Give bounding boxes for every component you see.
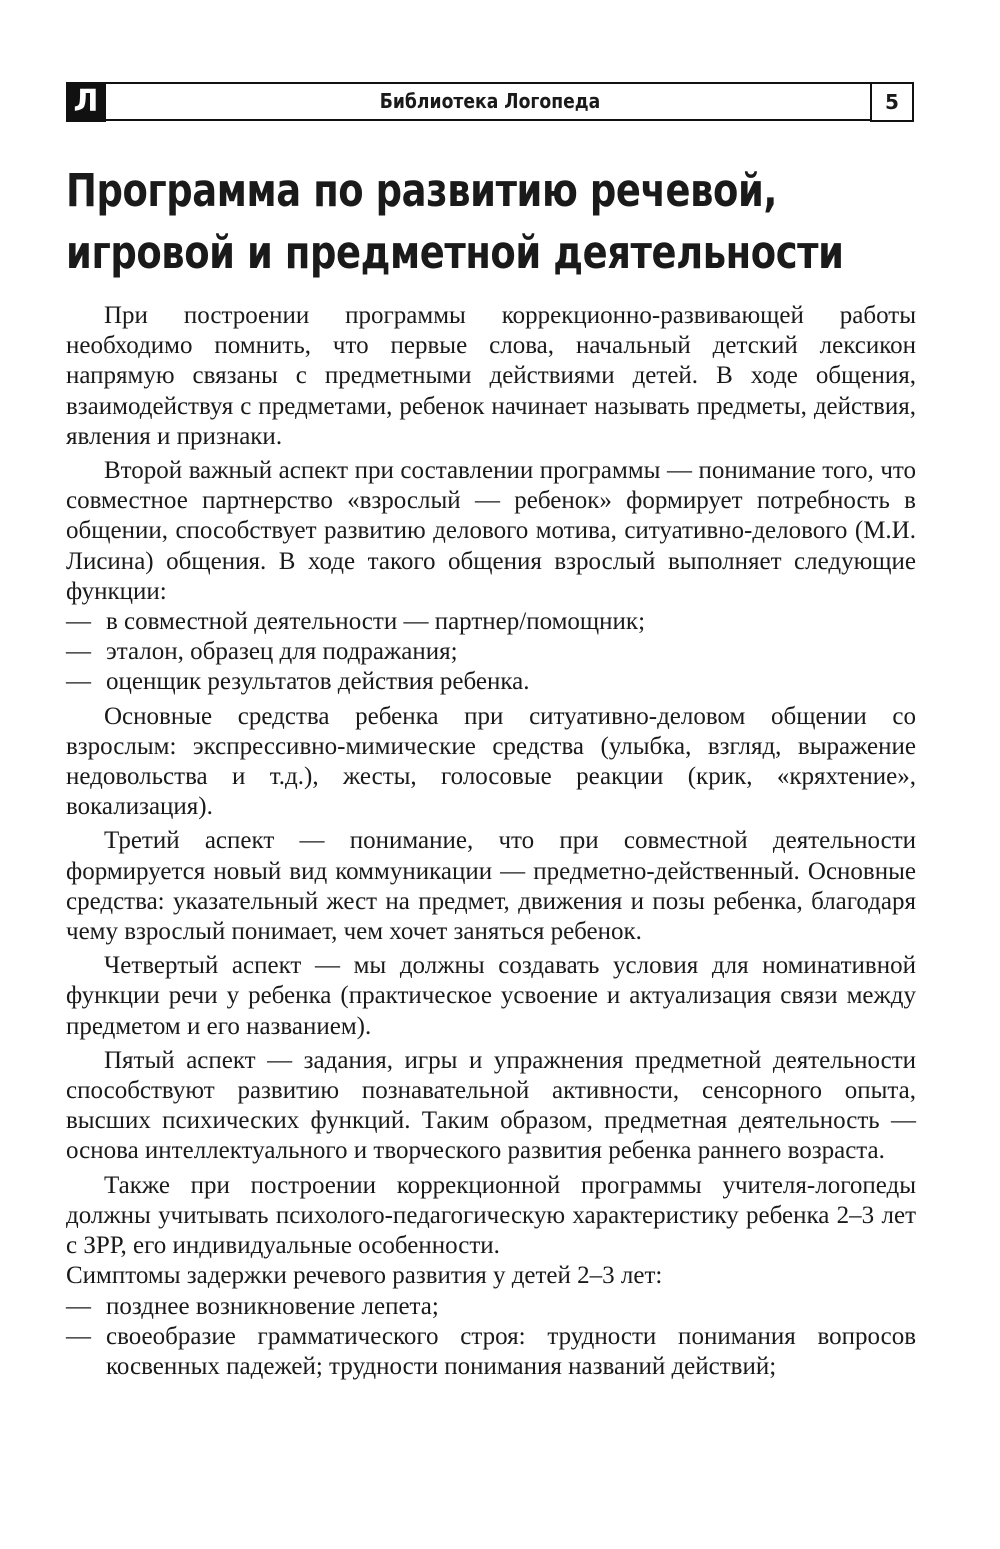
- list-item: [66, 1292, 916, 1322]
- list-item: [66, 667, 916, 697]
- list-item: [66, 637, 916, 667]
- body-text: [66, 301, 916, 1382]
- paragraph-4: Третий аспект — понимание, что при совместной деятельности формируется новый вид коммуникации — предметно-действенный. Основные средства: указательный жест на предмет, движения и позы ребенка, благодаря чему взрослый понимает, чем хочет заняться ребенок.: [66, 827, 916, 946]
- series-logo: Л: [66, 82, 106, 122]
- paragraph-7: Также при построении коррекционной программы учителя-логопеды должны учитывать психолого-педагогическую характеристику ребенка 2–3 лет с ЗРР, его индивидуальные особенности.: [66, 1171, 916, 1260]
- symptoms-list: [66, 1292, 916, 1383]
- series-title: Библиотека Логопеда: [379, 89, 601, 113]
- list-item: [66, 1322, 916, 1382]
- list-item-text: эталон, образец для подражания;: [106, 638, 458, 666]
- header-rule-top: [106, 82, 874, 84]
- functions-list: [66, 607, 916, 698]
- list-dash: —: [66, 1322, 91, 1350]
- chapter-heading: [66, 160, 853, 284]
- paragraph-2: Второй важный аспект при составлении программы — понимание того, что совместное партнерство «взрослый — ребенок» формирует потребность в общении, способствует развитию делового мотива, ситуативно-делового (М.И. Лисина) общения. В ходе такого общения взрослый выполняет следующие функции:: [66, 457, 916, 605]
- list-item-text: позднее возникновение лепета;: [106, 1292, 439, 1320]
- header-rule-bottom: [106, 119, 874, 121]
- heading-line-2: игровой и предметной деятельности: [66, 226, 844, 279]
- list-item: [66, 607, 916, 637]
- list-dash: —: [66, 608, 91, 636]
- page-number: 5: [870, 82, 914, 122]
- list-dash: —: [66, 1292, 91, 1320]
- list-item-text: оценщик результатов действия ребенка.: [106, 668, 530, 696]
- paragraph-5: Четвертый аспект — мы должны создавать условия для номинативной функции речи у ребенка (практическое усвоение и актуализация связи между предметом и его названием).: [66, 952, 916, 1040]
- running-header: [66, 78, 914, 124]
- paragraph-8: Симптомы задержки речевого развития у детей 2–3 лет:: [66, 1262, 663, 1290]
- list-dash: —: [66, 638, 91, 666]
- paragraph-1: При построении программы коррекционно-развивающей работы необходимо помнить, что первые слова, начальный детский лексикон напрямую связаны с предметными действиями детей. В ходе общения, взаимодействуя с предметами, ребенок начинает называть предметы, действия, явления и признаки.: [66, 302, 916, 450]
- heading-line-1: Программа по развитию речевой,: [66, 164, 778, 217]
- list-dash: —: [66, 668, 91, 696]
- paragraph-6: Пятый аспект — задания, игры и упражнения предметной деятельности способствуют развитию познавательной активности, сенсорного опыта, высших психических функций. Таким образом, предметная деятельность — основа интеллектуального и творческого развития ребенка раннего возраста.: [66, 1046, 916, 1165]
- paragraph-3: Основные средства ребенка при ситуативно-деловом общении со взрослым: экспрессивно-мимические средства (улыбка, взгляд, выражение недовольства и т.д.), жесты, голосовые реакции (крик, «кряхтение», вокализация).: [66, 702, 916, 821]
- list-item-text: своеобразие грамматического строя: трудности понимания вопросов косвенных падежей; трудности понимания названий действий;: [106, 1322, 916, 1380]
- list-item-text: в совместной деятельности — партнер/помощник;: [106, 608, 646, 636]
